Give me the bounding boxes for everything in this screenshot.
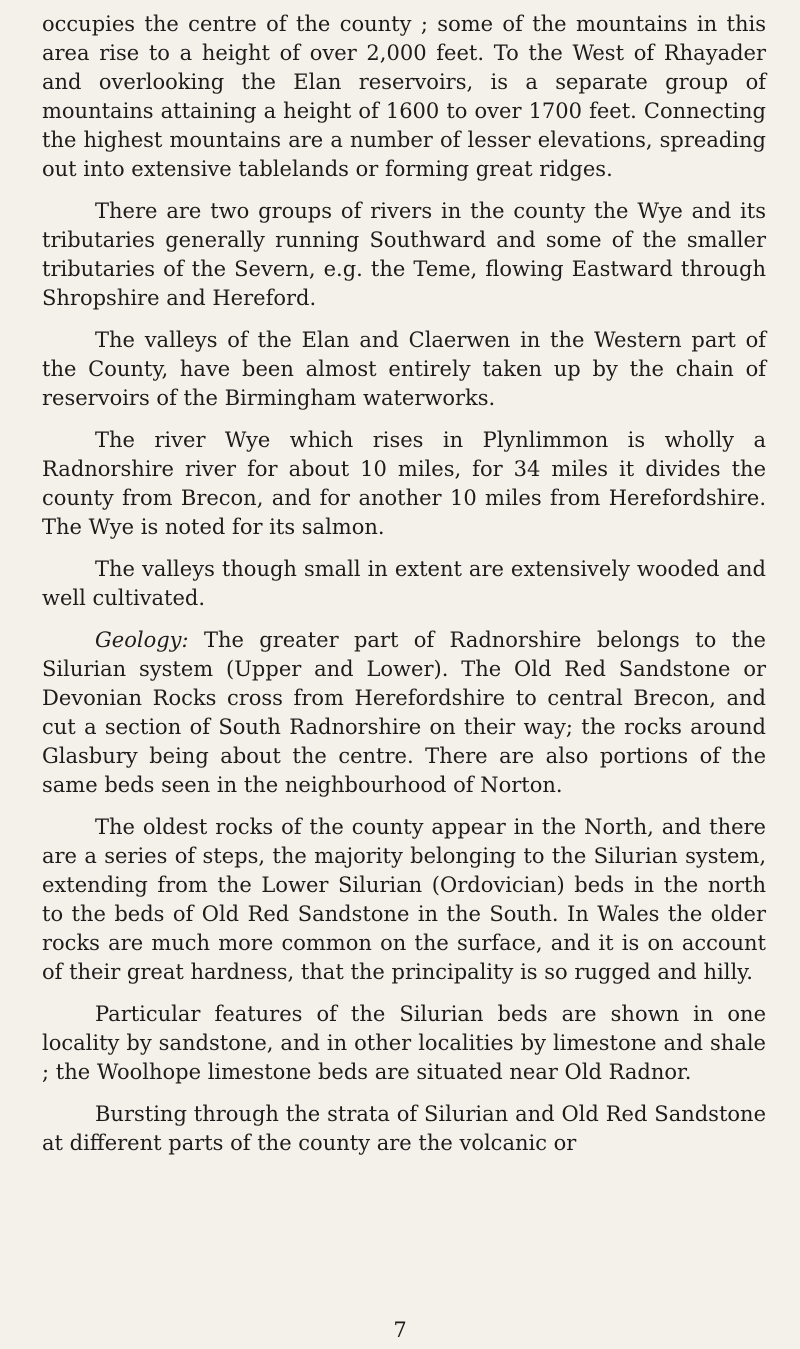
paragraph-valleys: The valleys though small in extent are extensively wooded and well cultivated.	[42, 557, 766, 610]
paragraph-oldest-rocks: The oldest rocks of the county appear in the North, and there are a series of steps, the majority belonging to the Silurian system, extending from the Lower Silurian (Ordovician) beds in the north to the beds of Old Red Sandstone in the South. In Wales the older rocks are much more common on the surface, and it is on account of their great hardness, that the principality is so rugged and hilly.	[42, 815, 766, 984]
paragraph-geology	[42, 626, 766, 800]
paragraph-mountains: occupies the centre of the county ; some of the mountains in this area rise to a height of over 2,000 feet. To the West of Rhayader and overlooking the Elan reservoirs, is a separate group of mountains attaining a height of 1600 to over 1700 feet. Connecting the highest mountains are a number of lesser elevations, spreading out into extensive tablelands or forming great ridges.	[42, 12, 766, 181]
document-page	[42, 10, 766, 1171]
paragraph-river-wye: The river Wye which rises in Plynlimmon is wholly a Radnorshire river for about 10 miles, for 34 miles it divides the county from Brecon, and for another 10 miles from Herefordshire. The Wye is noted for its salmon.	[42, 428, 766, 539]
page-number: 7	[393, 1318, 407, 1342]
paragraph-elan-valleys: The valleys of the Elan and Claerwen in the Western part of the County, have been almost entirely taken up by the chain of reservoirs of the Birmingham waterworks.	[42, 328, 766, 410]
geology-text: The greater part of Radnorshire belongs to the Silurian system (Upper and Lower). The Old Red Sandstone or Devonian Rocks cross from Herefordshire to central Brecon, and cut a section of South Radnorshire on their way; the rocks around Glasbury being about the centre. There are also portions of the same beds seen in the neighbourhood of Norton.	[42, 628, 766, 797]
paragraph-rivers: There are two groups of rivers in the county the Wye and its tributaries generally running Southward and some of the smaller tributaries of the Severn, e.g. the Teme, flowing Eastward through Shropshire and Hereford.	[42, 199, 766, 310]
paragraph-silurian-features: Particular features of the Silurian beds are shown in one locality by sandstone, and in other localities by limestone and shale ; the Woolhope limestone beds are situated near Old Radnor.	[42, 1002, 766, 1084]
paragraph-volcanic: Bursting through the strata of Silurian and Old Red Sandstone at different parts of the county are the volcanic or	[42, 1102, 766, 1155]
geology-heading: Geology:	[95, 628, 189, 652]
